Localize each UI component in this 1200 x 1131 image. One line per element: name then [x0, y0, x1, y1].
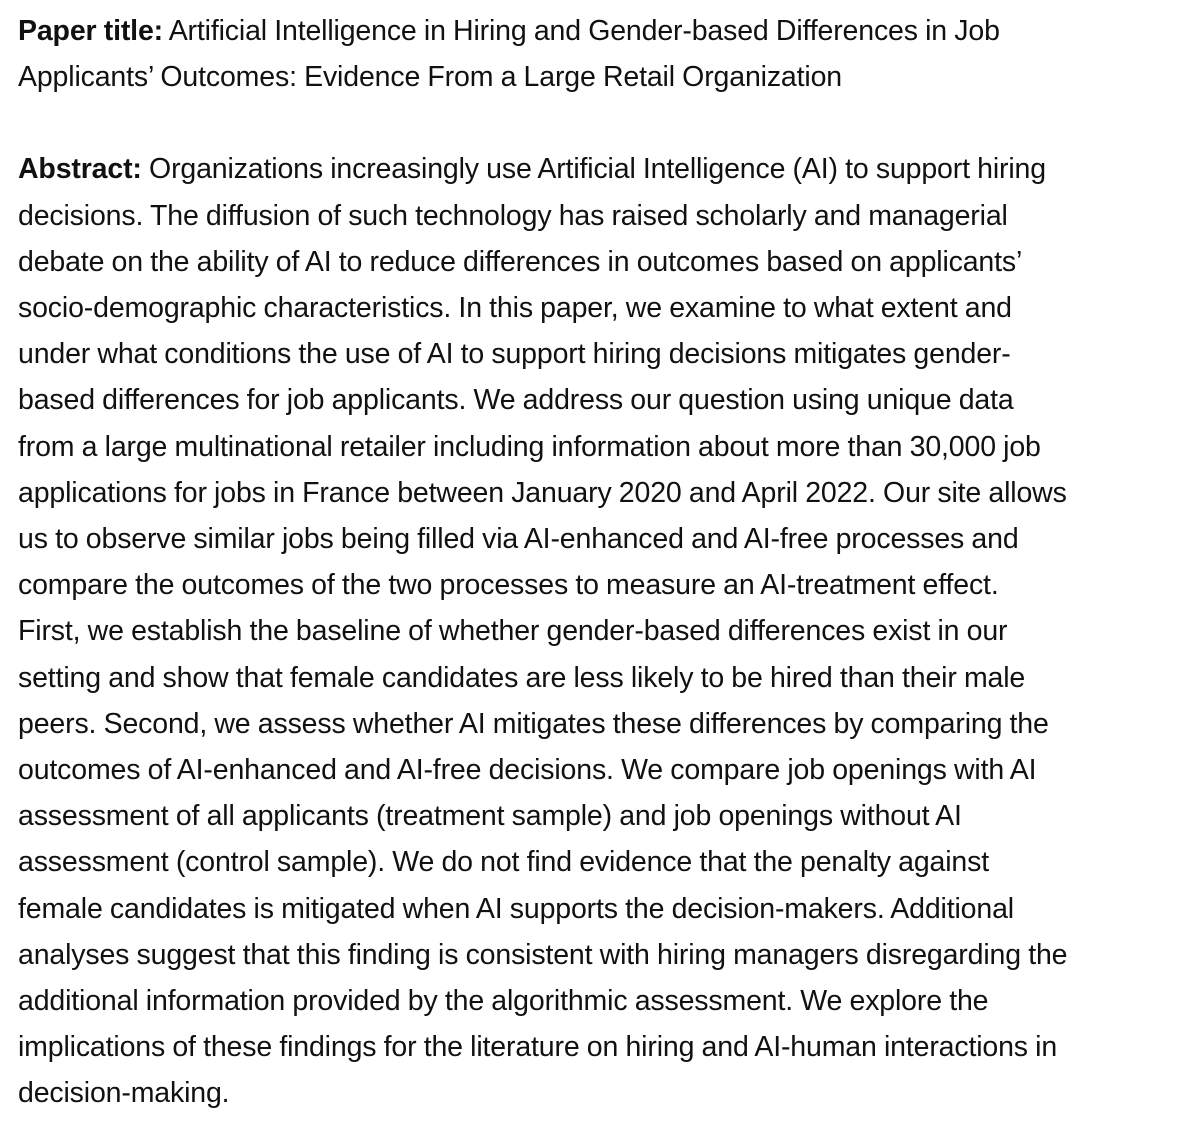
abstract-text-line: setting and show that female candidates are less likely to be hired than their male	[18, 661, 1026, 694]
abstract-text-line: applications for jobs in France between January 2020 and April 2022. Our site allows	[18, 476, 1067, 509]
abstract-text-line: additional information provided by the algorithmic assessment. We explore the	[18, 985, 989, 1018]
abstract-text-line: decision-making.	[18, 1077, 230, 1110]
paper-title-block	[18, 8, 1194, 100]
title-text-line: Artificial Intelligence in Hiring and Gender-based Differences in Job	[168, 15, 1000, 47]
abstract-text-line: assessment (control sample). We do not find evidence that the penalty against	[18, 846, 989, 879]
abstract-text-line: socio-demographic characteristics. In this paper, we examine to what extent and	[18, 292, 1012, 325]
abstract-line-1	[18, 146, 1194, 192]
title-label: Paper title:	[18, 15, 163, 47]
abstract-text-line: outcomes of AI-enhanced and AI-free decisions. We compare job openings with AI	[18, 754, 1037, 787]
abstract-text-line: female candidates is mitigated when AI supports the decision-makers. Additional	[18, 892, 1014, 925]
title-line-1	[18, 8, 1194, 54]
abstract-text-line: First, we establish the baseline of whether gender-based differences exist in our	[18, 615, 1008, 648]
abstract-text-line: decisions. The diffusion of such technology has raised scholarly and managerial	[18, 199, 1008, 232]
abstract-text-line: implications of these findings for the literature on hiring and AI-human interactions in	[18, 1031, 1058, 1064]
abstract-text-line: peers. Second, we assess whether AI mitigates these differences by comparing the	[18, 707, 1049, 740]
abstract-block	[18, 146, 1194, 1116]
abstract-text-line: analyses suggest that this finding is consistent with hiring managers disregarding the	[18, 938, 1068, 971]
abstract-label: Abstract:	[18, 153, 142, 186]
title-text-line: Applicants’ Outcomes: Evidence From a Large Retail Organization	[18, 61, 842, 94]
abstract-text-line: Organizations increasingly use Artificial Intelligence (AI) to support hiring	[149, 153, 1046, 186]
abstract-text-line: us to observe similar jobs being filled via AI-enhanced and AI-free processes and	[18, 523, 1019, 556]
abstract-text-line: assessment of all applicants (treatment sample) and job openings without AI	[18, 800, 962, 833]
abstract-text-line: under what conditions the use of AI to support hiring decisions mitigates gender-	[18, 338, 1011, 371]
paper-document	[18, 8, 1194, 1117]
abstract-text-line: debate on the ability of AI to reduce differences in outcomes based on applicants’	[18, 245, 1023, 278]
abstract-text-line: compare the outcomes of the two processes to measure an AI-treatment effect.	[18, 569, 999, 602]
abstract-text-line: from a large multinational retailer including information about more than 30,000 job	[18, 430, 1041, 463]
abstract-text-line: based differences for job applicants. We address our question using unique data	[18, 384, 1014, 417]
